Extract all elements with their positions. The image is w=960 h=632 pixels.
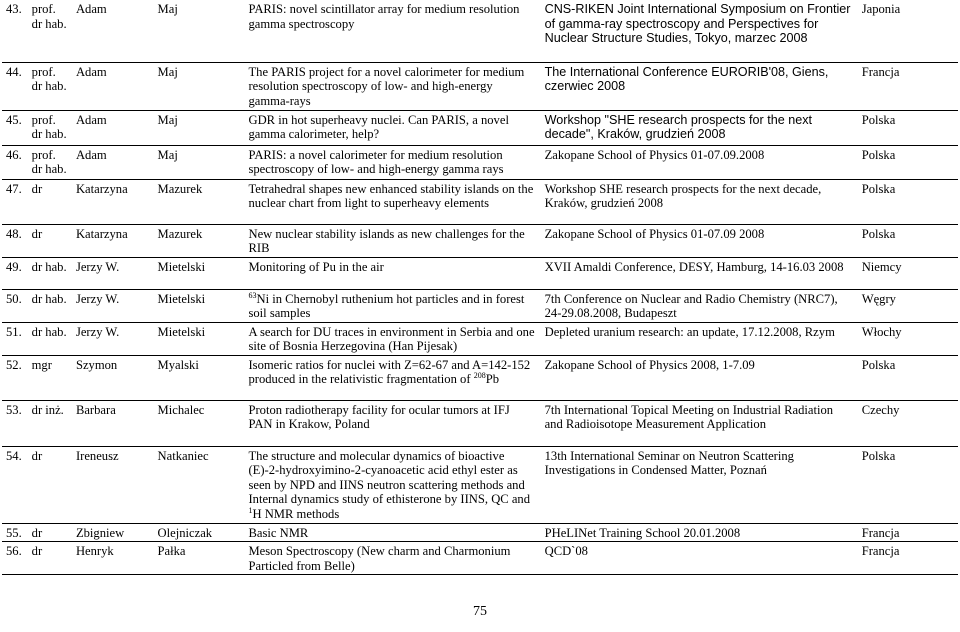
country: Polska — [858, 179, 958, 224]
country: Czechy — [858, 400, 958, 446]
row-number: 53. — [2, 400, 28, 446]
conference-name: PHeLINet Training School 20.01.2008 — [541, 523, 858, 542]
last-name: Maj — [154, 0, 245, 62]
country: Polska — [858, 355, 958, 400]
table-row — [2, 289, 958, 322]
country: Polska — [858, 110, 958, 145]
table-row — [2, 257, 958, 289]
talk-title: GDR in hot superheavy nuclei. Can PARIS, a novel gamma calorimeter, help? — [244, 110, 540, 145]
table-row — [2, 224, 958, 257]
row-number: 45. — [2, 110, 28, 145]
row-number: 44. — [2, 62, 28, 110]
last-name: Maj — [154, 62, 245, 110]
last-name: Maj — [154, 110, 245, 145]
last-name: Mietelski — [154, 322, 245, 355]
table-row — [2, 446, 958, 523]
academic-title: dr hab. — [28, 257, 72, 289]
row-number: 48. — [2, 224, 28, 257]
isotope-mass-number: 63 — [248, 290, 257, 300]
first-name: Jerzy W. — [72, 322, 154, 355]
talk-title: The PARIS project for a novel calorimeter for medium resolution spectroscopy of low- and high-energy gamma-rays — [244, 62, 540, 110]
conference-name: Workshop SHE research prospects for the next decade, Kraków, grudzień 2008 — [541, 179, 858, 224]
talk-title: Tetrahedral shapes new enhanced stability islands on the nuclear chart from light to superheavy elements — [244, 179, 540, 224]
last-name: Myalski — [154, 355, 245, 400]
academic-title: prof. dr hab. — [28, 0, 72, 62]
academic-title: mgr — [28, 355, 72, 400]
conference-name: Zakopane School of Physics 2008, 1-7.09 — [541, 355, 858, 400]
isotope-mass-number: 1 — [248, 505, 253, 515]
table-row — [2, 62, 958, 110]
country: Polska — [858, 224, 958, 257]
table-row — [2, 110, 958, 145]
academic-title: prof. dr hab. — [28, 145, 72, 179]
first-name: Jerzy W. — [72, 289, 154, 322]
row-number: 46. — [2, 145, 28, 179]
conference-name: 7th International Topical Meeting on Industrial Radiation and Radioisotope Measurement Application — [541, 400, 858, 446]
country: Włochy — [858, 322, 958, 355]
academic-title: dr — [28, 446, 72, 523]
table-row — [2, 0, 958, 62]
table-row — [2, 145, 958, 179]
page-number: 75 — [473, 604, 487, 619]
row-number: 49. — [2, 257, 28, 289]
first-name: Barbara — [72, 400, 154, 446]
conference-talks-table — [2, 0, 958, 575]
conference-name: CNS-RIKEN Joint International Symposium on Frontier of gamma-ray spectroscopy and Perspectives for Nuclear Structure Studies, Tokyo, marzec 2008 — [541, 0, 858, 62]
country: Japonia — [858, 0, 958, 62]
academic-title: dr — [28, 224, 72, 257]
last-name: Olejniczak — [154, 523, 245, 542]
table-row — [2, 179, 958, 224]
academic-title: dr hab. — [28, 289, 72, 322]
talk-title: Monitoring of Pu in the air — [244, 257, 540, 289]
first-name: Adam — [72, 62, 154, 110]
talk-title-text: The structure and molecular dynamics of bioactive (E)-2-hydroxyimino-2-cyanoacetic acid ethyl ester as seen by NPD and IINS neutron scattering methods and Internal dynamics study of ethisterone by IINS, QC and — [248, 448, 531, 506]
academic-title: dr hab. — [28, 322, 72, 355]
first-name: Katarzyna — [72, 179, 154, 224]
first-name: Szymon — [72, 355, 154, 400]
isotope-mass-number: 208 — [473, 371, 486, 380]
last-name: Mazurek — [154, 224, 245, 257]
talk-title: New nuclear stability islands as new challenges for the RIB — [244, 224, 540, 257]
method-name: H NMR methods — [252, 506, 340, 521]
conference-name: QCD`08 — [541, 542, 858, 575]
last-name: Mietelski — [154, 257, 245, 289]
talk-title — [244, 355, 540, 400]
country: Polska — [858, 446, 958, 523]
isotope-symbol: Pb — [485, 372, 500, 386]
table-row — [2, 322, 958, 355]
first-name: Henryk — [72, 542, 154, 575]
talk-title: Meson Spectroscopy (New charm and Charmonium Particled from Belle) — [244, 542, 540, 575]
academic-title: dr — [28, 523, 72, 542]
row-number: 54. — [2, 446, 28, 523]
last-name: Pałka — [154, 542, 245, 575]
table-row — [2, 355, 958, 400]
country: Francja — [858, 523, 958, 542]
conference-name: XVII Amaldi Conference, DESY, Hamburg, 14-16.03 2008 — [541, 257, 858, 289]
row-number: 55. — [2, 523, 28, 542]
conference-name: Depleted uranium research: an update, 17.12.2008, Rzym — [541, 322, 858, 355]
talk-title: Proton radiotherapy facility for ocular tumors at IFJ PAN in Krakow, Poland — [244, 400, 540, 446]
talk-title: Basic NMR — [244, 523, 540, 542]
talk-title — [244, 289, 540, 322]
table-body — [2, 0, 958, 575]
talk-title: PARIS: a novel calorimeter for medium resolution spectroscopy of low- and high-energy gamma rays — [244, 145, 540, 179]
row-number: 56. — [2, 542, 28, 575]
country: Francja — [858, 62, 958, 110]
conference-name: Zakopane School of Physics 01-07.09 2008 — [541, 224, 858, 257]
talk-title-text: Ni in Chernobyl ruthenium hot particles and in forest soil samples — [248, 291, 525, 320]
last-name: Natkaniec — [154, 446, 245, 523]
last-name: Mazurek — [154, 179, 245, 224]
row-number: 51. — [2, 322, 28, 355]
last-name: Michalec — [154, 400, 245, 446]
academic-title: prof. dr hab. — [28, 110, 72, 145]
first-name: Adam — [72, 145, 154, 179]
talk-title-text: Isomeric ratios for nuclei with Z=62-67 and A=142-152 produced in the relativistic fragmentation of — [248, 357, 531, 386]
first-name: Katarzyna — [72, 224, 154, 257]
row-number: 47. — [2, 179, 28, 224]
table-row — [2, 523, 958, 542]
talk-title — [244, 446, 540, 523]
country: Francja — [858, 542, 958, 575]
talk-title: PARIS: novel scintillator array for medium resolution gamma spectroscopy — [244, 0, 540, 62]
conference-name: Workshop "SHE research prospects for the next decade", Kraków, grudzień 2008 — [541, 110, 858, 145]
first-name: Jerzy W. — [72, 257, 154, 289]
conference-name: 13th International Seminar on Neutron Scattering Investigations in Condensed Matter, Poznań — [541, 446, 858, 523]
country: Niemcy — [858, 257, 958, 289]
talk-title: A search for DU traces in environment in Serbia and one site of Bosnia Herzegovina (Han Pijesak) — [244, 322, 540, 355]
country: Węgry — [858, 289, 958, 322]
first-name: Adam — [72, 0, 154, 62]
last-name: Maj — [154, 145, 245, 179]
country: Polska — [858, 145, 958, 179]
last-name: Mietelski — [154, 289, 245, 322]
conference-name: The International Conference EURORIB'08, Giens, czerwiec 2008 — [541, 62, 858, 110]
academic-title: prof. dr hab. — [28, 62, 72, 110]
table-row — [2, 542, 958, 575]
row-number: 43. — [2, 0, 28, 62]
academic-title: dr inż. — [28, 400, 72, 446]
first-name: Adam — [72, 110, 154, 145]
row-number: 52. — [2, 355, 28, 400]
conference-name: Zakopane School of Physics 01-07.09.2008 — [541, 145, 858, 179]
academic-title: dr — [28, 179, 72, 224]
first-name: Zbigniew — [72, 523, 154, 542]
academic-title: dr — [28, 542, 72, 575]
conference-name: 7th Conference on Nuclear and Radio Chemistry (NRC7), 24-29.08.2008, Budapeszt — [541, 289, 858, 322]
row-number: 50. — [2, 289, 28, 322]
first-name: Ireneusz — [72, 446, 154, 523]
table-row — [2, 400, 958, 446]
